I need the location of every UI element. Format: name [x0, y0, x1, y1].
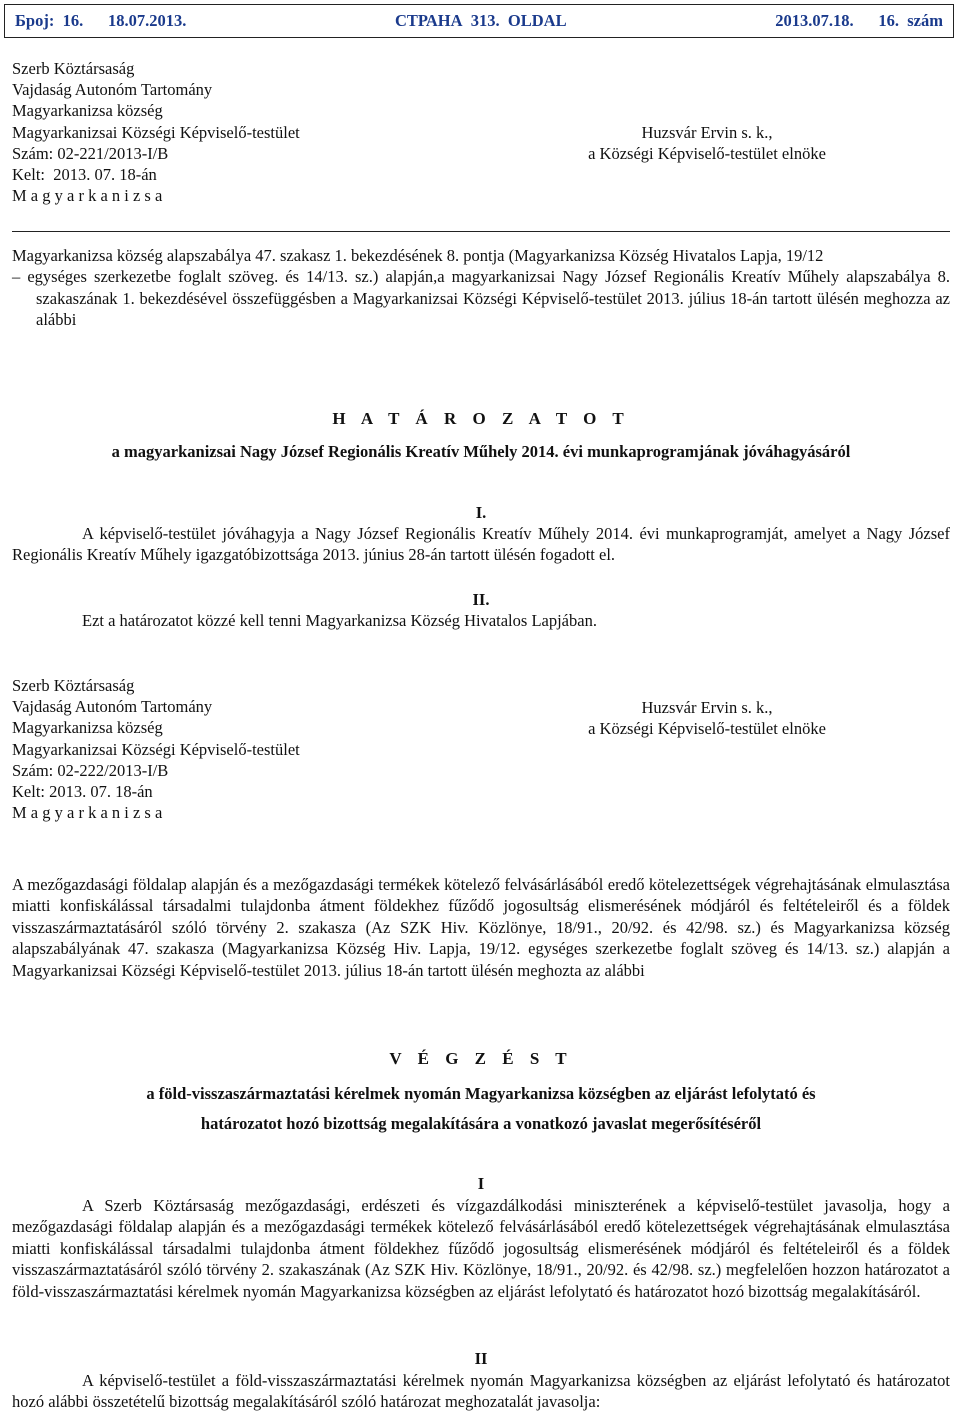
decision-2-heading: V É G Z É S T	[389, 1049, 573, 1068]
decision-2-section-1-number: I	[477, 1174, 485, 1193]
decision-1-heading: H A T Á R O Z A T O T	[332, 409, 630, 428]
preamble-line-1: Magyarkanizsa község alapszabálya 47. szakasz 1. bekezdésének 8. pontja (Magyarkanizsa Község Hivatalos Lapja, 19/12	[12, 246, 824, 265]
signer-name: Huzsvár Ervin s. k.,	[641, 123, 773, 142]
decision-1-subheading: a magyarkanizsai Nagy József Regionális Kreatív Műhely 2014. évi munkaprogramjának jóváhagyásáról	[111, 442, 851, 461]
issuer-line: Magyarkanizsai Községi Képviselő-testület	[12, 122, 300, 142]
decision-1-section-2-text: Ezt a határozatot közzé kell tenni Magyarkanizsa Község Hivatalos Lapjában.	[82, 611, 597, 630]
page-header	[4, 4, 954, 38]
issuer-line: Kelt: 2013. 07. 18-án	[12, 782, 153, 802]
issuer-line: Magyarkanizsa község	[12, 101, 163, 121]
issuer-line: Kelt: 2013. 07. 18-án	[12, 165, 157, 185]
header-issue-right: 2013.07.18. 16. szám	[775, 11, 943, 30]
issuer-line: Szerb Köztársaság	[12, 676, 135, 695]
decision-2-subheading-line-2: határozatot hozó bizottság megalakítására a vonatkozó javaslat megerősítéséről	[200, 1114, 762, 1133]
section-divider	[12, 231, 950, 232]
decision-2-subheading-line-1: a föld-visszaszármaztatási kérelmek nyomán Magyarkanizsa községben az eljárást lefolytató és	[146, 1084, 816, 1103]
issuer-line: Magyarkanizsa község	[12, 718, 163, 738]
decision-2-section-2-number: II	[474, 1349, 488, 1368]
signer-name: Huzsvár Ervin s. k.,	[641, 698, 773, 717]
issuer-line: Szerb Köztársaság	[12, 59, 135, 78]
header-page-number: СТРАНА 313. OLDAL	[394, 11, 567, 30]
decision-2-section-2-text: A képviselő-testület a föld-visszaszármaztatási kérelmek nyomán Magyarkanizsa községben az eljárást lefolytató és határozatot hozó alábbi összetételű bizottság megalakításáról szóló határozat meghozatalát javasolja:	[12, 1371, 950, 1412]
issuer-line: M a g y a r k a n i z s a	[12, 186, 163, 206]
signer-block-1	[562, 122, 852, 164]
decision-1-section-2-number: II.	[472, 590, 490, 609]
issuer-line: Szám: 02-222/2013-I/B	[12, 760, 169, 780]
decision-2-section-1-text: A Szerb Köztársaság mezőgazdasági, erdészeti és vízgazdálkodási miniszterének a képviselő-testület javasolja, hogy a mezőgazdasági földalap alapján és a mezőgazdasági termékek kötelező felvásárlásából eredő kötelezettségek végrehajtásának elmulasztása miatti konfiskálással társadalmi tulajdonba átment földekhez fűződő jogosultság elismerésének módjáról és feltételeiről és a földek visszaszármaztatásáról szóló törvény 2. szakaszának (Az SZK Hiv. Közlönye, 18/91., 20/92. és 42/98. sz.) megfelelően hozzon határozatot a föld-visszaszármaztatási kérelmek nyomán Magyarkanizsa községben az eljárást lefolytató és határozatot hozó bizottság megalakításáról.	[12, 1196, 950, 1301]
decision-1-section-1-text: A képviselő-testület jóváhagyja a Nagy József Regionális Kreatív Műhely 2014. évi munkaprogramját, amelyet a Nagy József Regionális Kreatív Műhely igazgatóbizottsága 2013. június 28-án tartott ülésén fogadott el.	[12, 524, 950, 565]
issuer-line: M a g y a r k a n i z s a	[12, 803, 163, 823]
issuer-block-1	[12, 58, 300, 206]
issuer-block-2	[12, 675, 300, 823]
decision-1-preamble	[12, 245, 950, 331]
issuer-line: Vajdaság Autonóm Tartomány	[12, 80, 213, 100]
decision-1-section-1-number: I.	[475, 503, 487, 522]
signer-block-2	[562, 697, 852, 739]
preamble-line-2: – egységes szerkezetbe foglalt szöveg. és 14/13. sz.) alapján,a magyarkanizsai Nagy József Regionális Kreatív Műhely alapszabálya 8. szakaszának 1. bekezdésével összefüggésben a Magyarkanizsai Községi Képviselő-testület 2013. július 18-án tartott ülésén meghozza az alábbi	[12, 267, 950, 330]
signer-title: a Községi Képviselő-testület elnöke	[588, 719, 826, 739]
issuer-line: Szám: 02-221/2013-I/B	[12, 143, 169, 163]
signer-title: a Községi Képviselő-testület elnöke	[588, 144, 826, 164]
issuer-line: Magyarkanizsai Községi Képviselő-testület	[12, 739, 300, 759]
header-issue-left: Број: 16. 18.07.2013.	[15, 11, 187, 30]
issuer-line: Vajdaság Autonóm Tartomány	[12, 697, 213, 717]
decision-2-preamble: A mezőgazdasági földalap alapján és a mezőgazdasági termékek kötelező felvásárlásából eredő kötelezettségek végrehajtásának elmulasztása miatti konfiskálással társadalmi tulajdonba átment földekhez fűződő jogosultság elismerésének módjáról és feltételeiről és a földek visszaszármaztatásáról szóló törvény 2. szakasza (Az SZK Hiv. Közlönye, 18/91., 20/92. és 42/98. sz.) és Magyarkanizsa község alapszabályának 47. szakasza (Magyarkanizsa Község Hiv. Lapja, 19/12. egységes szerkezetbe foglalt szöveg és 14/13. sz.) alapján a Magyarkanizsai Községi Képviselő-testület 2013. július 18-án tartott ülésén meghozta az alábbi	[12, 875, 950, 980]
